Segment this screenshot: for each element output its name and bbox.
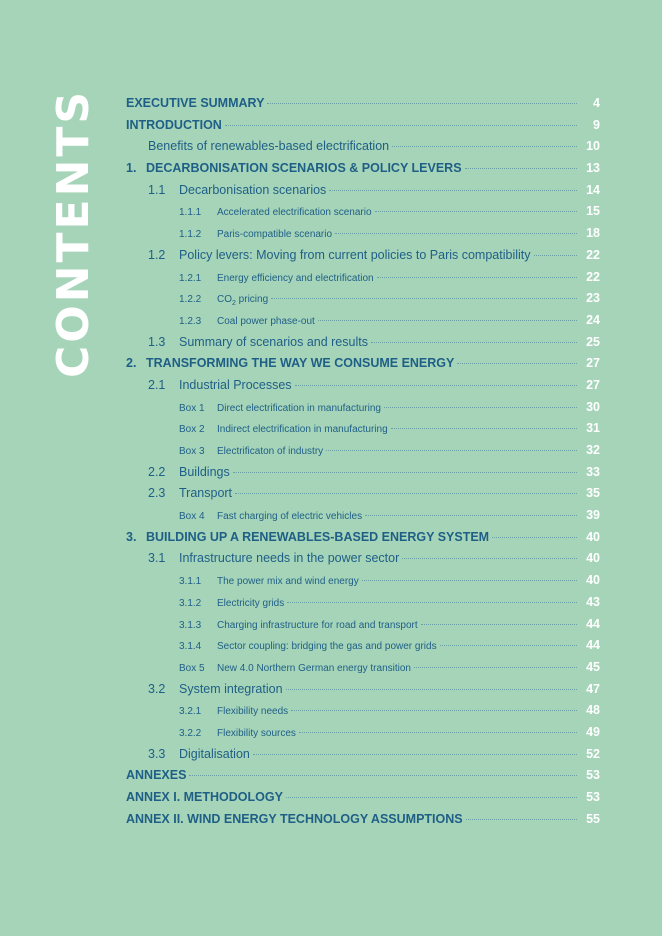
toc-entry[interactable]: [126, 96, 600, 118]
toc-entry-label: Buildings: [179, 464, 230, 479]
toc-entry-page: 53: [586, 790, 600, 804]
dot-leader: [329, 190, 577, 191]
toc-entry-number: 2.2: [148, 464, 166, 479]
toc-entry-label: Policy levers: Moving from current policies to Paris compatibility: [179, 247, 531, 262]
toc-entry-number: 2.3: [148, 486, 166, 501]
toc-entry-number: 1.: [126, 161, 137, 176]
dot-leader: [225, 125, 577, 126]
toc-entry-label: INTRODUCTION: [126, 117, 222, 132]
toc-entry-number: 3.1: [148, 551, 166, 566]
toc-entry-number: 1.3: [148, 334, 166, 349]
toc-entry-page: 44: [586, 638, 600, 653]
toc-entry[interactable]: [126, 617, 600, 639]
toc-entry[interactable]: [126, 747, 600, 769]
toc-entry-page: 39: [586, 508, 600, 523]
dot-leader: [421, 624, 577, 625]
toc-entry-page: 49: [586, 724, 600, 739]
toc-entry[interactable]: [126, 530, 600, 552]
toc-entry-number: 3.3: [148, 746, 166, 761]
toc-entry-label: EXECUTIVE SUMMARY: [126, 96, 265, 110]
toc-entry[interactable]: [126, 139, 600, 161]
toc-entry-label: Sector coupling: bridging the gas and power grids: [217, 641, 437, 653]
toc-entry-page: 18: [586, 226, 600, 241]
toc-entry-page: 53: [586, 768, 600, 783]
toc-entry[interactable]: [126, 248, 600, 270]
toc-entry-label: System integration: [179, 681, 283, 696]
toc-entry-number: Box 2: [179, 424, 205, 436]
toc-entry-number: 3.2.1: [179, 706, 202, 718]
toc-entry-label: Flexibility needs: [217, 706, 289, 718]
dot-leader: [492, 537, 577, 538]
toc-entry-page: 22: [586, 247, 600, 262]
dot-leader: [318, 320, 577, 321]
toc-entry-page: 45: [586, 659, 600, 674]
toc-entry[interactable]: [126, 551, 600, 573]
toc-entry-label: Transport: [179, 486, 233, 501]
dot-leader: [299, 732, 577, 733]
dot-leader: [365, 515, 577, 516]
dot-leader: [377, 277, 577, 278]
toc-entry[interactable]: [126, 508, 600, 530]
toc-entry[interactable]: [126, 421, 600, 443]
toc-entry-page: 55: [586, 811, 600, 826]
toc-entry-label: DECARBONISATION SCENARIOS & POLICY LEVERS: [146, 161, 462, 176]
toc-entry-page: 40: [586, 551, 600, 566]
toc-entry-number: 1.2.1: [179, 272, 202, 284]
toc-entry[interactable]: [126, 638, 600, 660]
toc-entry-label: Flexibility sources: [217, 727, 296, 739]
toc-entry-label: Paris-compatible scenario: [217, 229, 333, 241]
toc-entry-page: 23: [586, 291, 600, 306]
toc-entry[interactable]: [126, 161, 600, 183]
toc-entry[interactable]: [126, 465, 600, 487]
toc-entry[interactable]: [126, 270, 600, 292]
toc-entry[interactable]: [126, 400, 600, 422]
toc-entry-number: 3.1.4: [179, 641, 202, 653]
dot-leader: [414, 667, 577, 668]
toc-entry-label: Accelerated electrification scenario: [217, 207, 372, 219]
toc-entry-page: 40: [586, 573, 600, 588]
toc-entry[interactable]: [126, 378, 600, 400]
toc-entry-page: 44: [586, 616, 600, 631]
toc-entry-page: 27: [586, 356, 600, 371]
toc-entry-number: 1.1.1: [179, 207, 202, 219]
toc-entry-label: Summary of scenarios and results: [179, 334, 368, 349]
toc-entry-label: Industrial Processes: [179, 377, 292, 392]
toc-entry-label: Coal power phase-out: [217, 315, 315, 327]
toc-entry[interactable]: [126, 682, 600, 704]
dot-leader: [286, 797, 577, 798]
toc-entry-label: Infrastructure needs in the power sector: [179, 551, 400, 566]
toc-entry-page: 10: [586, 139, 600, 154]
dot-leader: [335, 233, 577, 234]
toc-entry-number: 3.2: [148, 681, 166, 696]
toc-entry-page: 35: [586, 486, 600, 501]
toc-entry-page: 31: [586, 421, 600, 436]
toc-entry-number: 1.1: [148, 182, 166, 197]
dot-leader: [457, 363, 577, 364]
toc-entry-number: 1.1.2: [179, 229, 202, 241]
toc-entry-page: 30: [586, 399, 600, 414]
toc-entry-number: 2.: [126, 356, 137, 371]
toc-entry-label: Electrificaton of industry: [217, 446, 324, 457]
toc-entry-page: 9: [593, 117, 600, 132]
toc-entry-page: 48: [586, 703, 600, 718]
dot-leader: [291, 710, 577, 711]
dot-leader: [235, 493, 577, 494]
dot-leader: [375, 211, 577, 212]
toc-entry-number: 3.1.3: [179, 619, 202, 631]
toc-entry-page: 43: [586, 594, 600, 609]
toc-entry[interactable]: [126, 703, 600, 725]
dot-leader: [233, 472, 577, 473]
dot-leader: [253, 754, 577, 755]
toc-entry-label: ANNEX II. WIND ENERGY TECHNOLOGY ASSUMPTIONS: [126, 811, 463, 826]
toc-entry-page: 13: [586, 161, 600, 176]
toc-entry-label: Fast charging of electric vehicles: [217, 511, 363, 523]
dot-leader: [267, 103, 577, 104]
dot-leader: [465, 168, 577, 169]
page-title: CONTENTS: [48, 88, 99, 378]
toc-entry-page: 52: [586, 746, 600, 761]
dot-leader: [286, 689, 577, 690]
dot-leader: [466, 819, 577, 820]
toc-entry-number: 1.2.3: [179, 315, 202, 327]
toc-entry-number: Box 4: [179, 511, 205, 523]
toc-entry-label: Electricity grids: [217, 597, 285, 609]
toc-entry[interactable]: [126, 183, 600, 205]
toc-entry-page: 14: [586, 182, 600, 197]
dot-leader: [440, 645, 577, 646]
toc-entry-page: 15: [586, 204, 600, 219]
toc-entry[interactable]: [126, 226, 600, 248]
toc-entry-number: 2.1: [148, 377, 166, 392]
toc-entry-page: 33: [586, 464, 600, 479]
dot-leader: [295, 385, 577, 386]
toc-entry-label: Charging infrastructure for road and transport: [217, 619, 418, 631]
toc-entry-page: 22: [586, 269, 600, 284]
dot-leader: [392, 146, 577, 147]
toc-entry-number: 3.: [126, 529, 137, 544]
toc-entry[interactable]: [126, 790, 600, 812]
toc-entry[interactable]: [126, 573, 600, 595]
toc-entry-label: TRANSFORMING THE WAY WE CONSUME ENERGY: [146, 356, 455, 371]
toc-entry-label: Direct electrification in manufacturing: [217, 402, 381, 414]
toc-entry[interactable]: [126, 660, 600, 682]
dot-leader: [362, 580, 577, 581]
toc-entry-label: Benefits of renewables-based electrification: [148, 139, 390, 154]
toc-entry-page: 24: [586, 312, 600, 327]
toc-entry-number: 3.1.2: [179, 597, 202, 609]
toc-entry-page: 25: [586, 334, 600, 349]
toc-entry-number: Box 5: [179, 662, 205, 674]
toc-entry-number: 1.2.2: [179, 294, 202, 306]
toc-entry-label: ANNEX I. METHODOLOGY: [126, 790, 283, 804]
toc-entry-number: Box 1: [179, 402, 205, 414]
toc-entry[interactable]: [126, 313, 600, 335]
toc-entry-number: Box 3: [179, 446, 205, 457]
toc-entry-page: 47: [586, 681, 600, 696]
dot-leader: [271, 298, 577, 299]
toc-entry-number: 3.1.1: [179, 576, 202, 588]
toc-entry-number: 1.2: [148, 247, 166, 262]
toc-entry-number: 3.2.2: [179, 727, 202, 739]
toc-entry[interactable]: [126, 812, 600, 834]
dot-leader: [326, 450, 577, 451]
dot-leader: [384, 407, 577, 408]
toc-entry[interactable]: [126, 118, 600, 140]
toc-entry-label: Indirect electrification in manufacturing: [217, 424, 388, 436]
dot-leader: [287, 602, 577, 603]
toc-entry[interactable]: [126, 725, 600, 747]
dot-leader: [391, 428, 577, 429]
toc-entry-page: 4: [593, 96, 600, 110]
table-of-contents: [126, 96, 600, 833]
toc-entry-label: BUILDING UP A RENEWABLES-BASED ENERGY SYSTEM: [146, 529, 490, 544]
toc-entry[interactable]: [126, 486, 600, 508]
toc-entry[interactable]: [126, 595, 600, 617]
toc-entry-label: $CO_2$ pricing: [217, 294, 269, 308]
toc-entry[interactable]: [126, 291, 600, 313]
toc-entry[interactable]: [126, 335, 600, 357]
toc-entry-label: Decarbonisation scenarios: [179, 182, 327, 197]
toc-entry[interactable]: [126, 768, 600, 790]
toc-entry-page: 27: [586, 377, 600, 392]
toc-entry-label: Digitalisation: [179, 746, 250, 761]
toc-entry-label: The power mix and wind energy: [217, 576, 359, 588]
toc-entry[interactable]: [126, 356, 600, 378]
dot-leader: [402, 558, 577, 559]
toc-entry-label: New 4.0 Northern German energy transition: [217, 662, 411, 674]
toc-entry-label: ANNEXES: [126, 768, 187, 783]
dot-leader: [371, 342, 577, 343]
toc-entry[interactable]: [126, 443, 600, 465]
toc-entry-label: Energy efficiency and electrification: [217, 272, 374, 284]
dot-leader: [189, 775, 577, 776]
toc-entry-page: 32: [586, 443, 600, 457]
dot-leader: [534, 255, 577, 256]
toc-entry-page: 40: [586, 529, 600, 544]
toc-entry[interactable]: [126, 204, 600, 226]
